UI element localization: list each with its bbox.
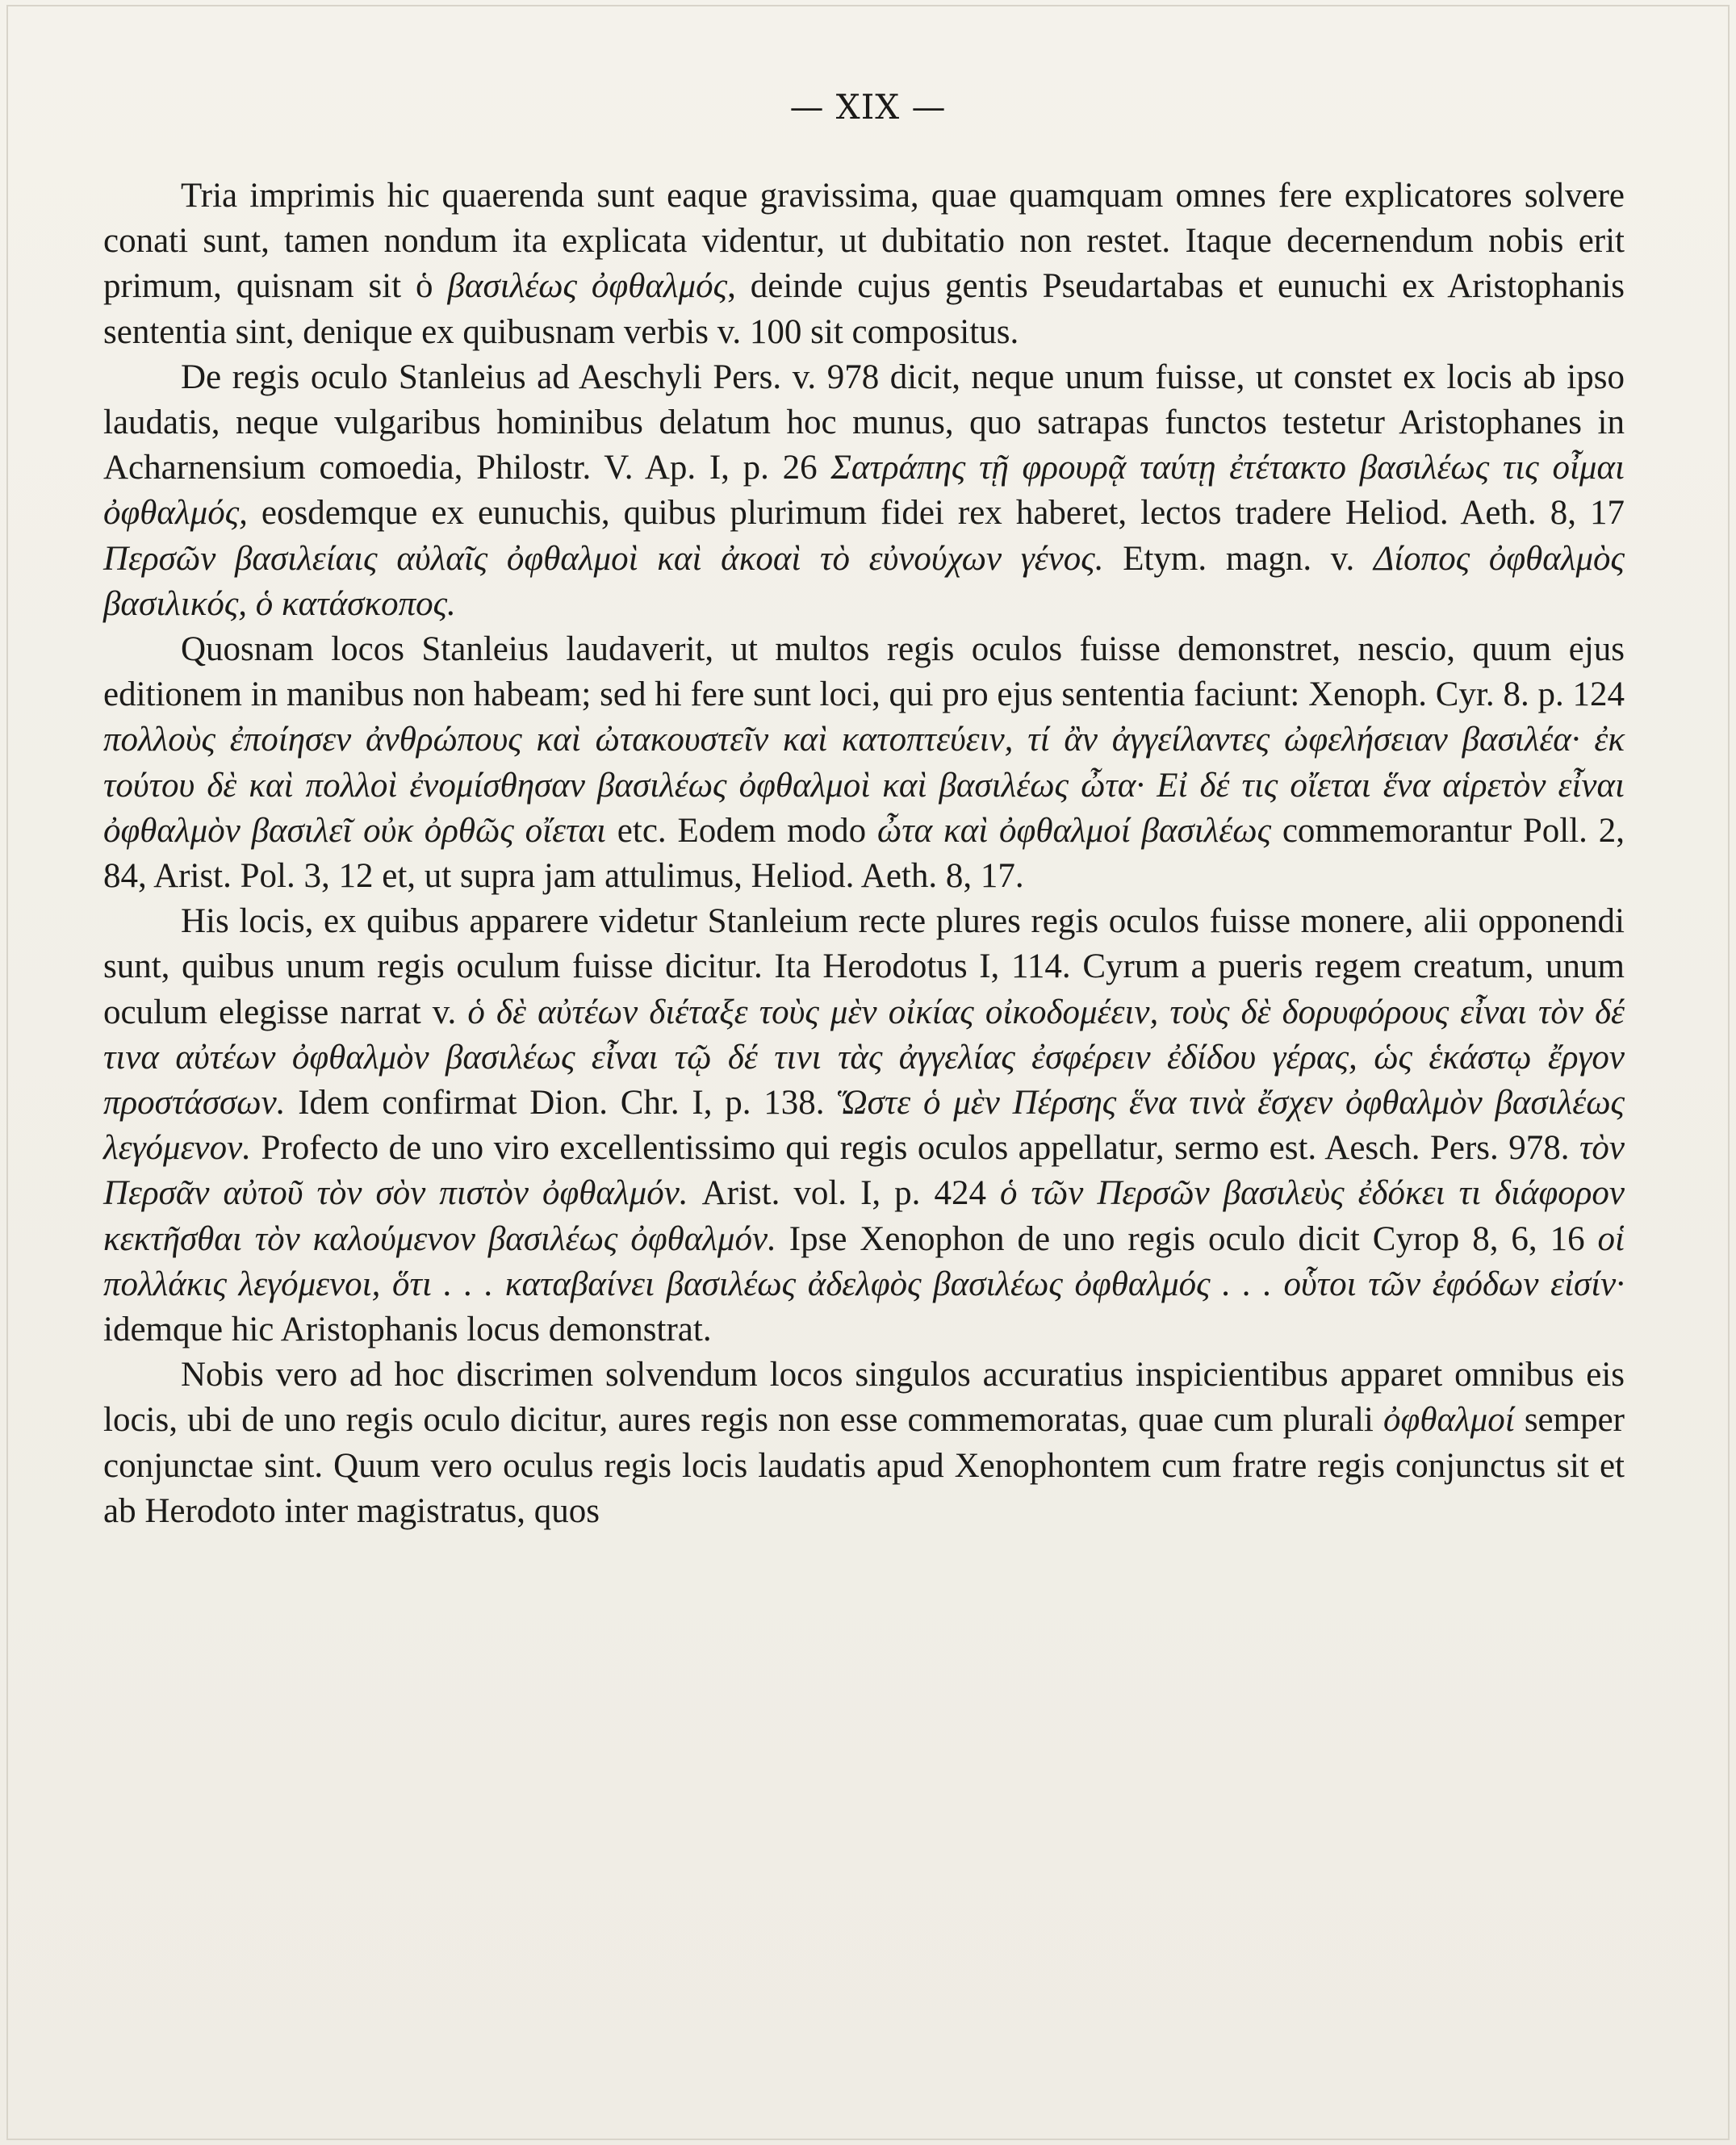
latin-text: Nobis vero ad hoc discrimen solvendum locos singulos accuratius inspicientibus apparet omnibus eis locis, ubi de uno regis oculo dicitur, aures regis non esse commemoratas, quae cum plurali xyxy=(103,1356,1625,1440)
latin-text: eosdemque ex eunuchis, quibus plurimum fidei rex haberet, lectos tradere Heliod. Aeth. 8, 17 xyxy=(247,494,1625,533)
greek-quotation: ὀφθαλμοί xyxy=(1383,1401,1515,1440)
latin-text: etc. Eodem modo xyxy=(605,811,877,850)
paragraph xyxy=(103,899,1625,1353)
greek-quotation: Δίοπος ὀφθαλμὸς βασιλικός, ὁ κατάσκοπος. xyxy=(103,539,1625,623)
latin-text: Profecto de uno viro excellentissimo qui regis oculos appellatur, sermo est. Aesch. Pers. 978. xyxy=(250,1129,1580,1168)
latin-text: His locis, ex quibus apparere videtur Stanleium recte plures regis oculos fuisse monere, alii opponendi sunt, quibus unum regis oculum fuisse dicitur. Ita Herodotus I, 114. Cyrum a pueris regem creatum, unum oculum elegisse narrat v. xyxy=(103,902,1625,1031)
greek-quotation: βασιλέως ὀφθαλμός xyxy=(447,267,728,306)
greek-quotation: ὦτα καὶ ὀφθαλμοί βασιλέως xyxy=(876,811,1272,850)
latin-text: Idem confirmat Dion. Chr. I, p. 138. xyxy=(285,1084,838,1123)
paragraph xyxy=(103,627,1625,899)
paragraph xyxy=(103,355,1625,627)
greek-quotation: τὸν Περσᾶν αὐτοῦ τὸν σὸν πιστὸν ὀφθαλμόν. xyxy=(103,1129,1625,1213)
greek-quotation: ὁ δὲ αὐτέων διέταξε τοὺς μὲν οἰκίας οἰκοδομέειν, τοὺς δὲ δορυφόρους εἶναι τὸν δέ τινα αὐτέων ὀφθαλμὸν βασιλέως εἶναι τῷ δέ τινι τὰς ἀγγελίας ἐσφέρειν ἐδίδου γέρας, ὡς ἑκάστῳ ἔργον προστάσσων. xyxy=(103,993,1625,1123)
greek-quotation: Περσῶν βασιλείαις αὐλαῖς ὀφθαλμοὶ καὶ ἀκοαὶ τὸ εὐνούχων γένος. xyxy=(103,539,1104,578)
latin-text: Tria imprimis hic quaerenda sunt eaque gravissima, quae quamquam omnes fere explicatores solvere conati sunt, tamen nondum ita explicata videntur, ut dubitatio non restet. Itaque decernendum nobis erit primum, quisnam sit ὁ xyxy=(103,177,1625,306)
latin-text: Etym. magn. v. xyxy=(1103,539,1374,578)
page-number: — XIX — xyxy=(789,87,947,127)
body-text xyxy=(103,174,1625,1534)
latin-text: Ipse Xenophon de uno regis oculo dicit Cyrop 8, 6, 16 xyxy=(776,1219,1598,1258)
latin-text: commemorantur Poll. 2, 84, Arist. Pol. 3, 12 et, ut supra jam attulimus, Heliod. Aeth. 8, 17. xyxy=(103,811,1625,896)
greek-quotation: πολλοὺς ἐποίησεν ἀνθρώπους καὶ ὠτακουστεῖν καὶ κατοπτεύειν, τί ἂν ἀγγείλαντες ὠφελήσειαν βασιλέα· ἐκ τούτου δὲ καὶ πολλοὶ ἐνομίσθησαν βασιλέως ὀφθαλμοὶ καὶ βασιλέως ὦτα· Εἰ δέ τις οἴεται ἕνα αἱρετὸν εἶναι ὀφθαλμὸν βασιλεῖ οὐκ ὀρθῶς οἴεται xyxy=(103,721,1625,850)
greek-quotation: οἱ πολλάκις λεγόμενοι, ὅτι . . . καταβαίνει βασιλέως ἀδελφὸς βασιλέως ὀφθαλμός . . . οὗτοι τῶν ἐφόδων εἰσίν· xyxy=(103,1219,1625,1303)
latin-text: semper conjunctae sint. Quum vero oculus regis locis laudatis apud Xenophontem cum fratre regis conjunctus sit et ab Herodoto inter magistratus, quos xyxy=(103,1401,1625,1530)
latin-text: Quosnam locos Stanleius laudaverit, ut multos regis oculos fuisse demonstret, nescio, quum ejus editionem in manibus non habeam; sed hi fere sunt loci, qui pro ejus sententia faciunt: Xenoph. Cyr. 8. p. 124 xyxy=(103,630,1625,714)
greek-quotation: ὁ τῶν Περσῶν βασιλεὺς ἐδόκει τι διάφορον κεκτῆσθαι τὸν καλούμενον βασιλέως ὀφθαλμόν. xyxy=(103,1174,1625,1258)
latin-text: De regis oculo Stanleius ad Aeschyli Pers. v. 978 dicit, neque unum fuisse, ut constet ex locis ab ipso laudatis, neque vulgaribus hominibus delatum hoc munus, quo satrapas functos testetur Aristophanes in Acharnensium comoedia, Philostr. V. Ap. I, p. 26 xyxy=(103,358,1625,487)
latin-text: Arist. vol. I, p. 424 xyxy=(688,1174,1000,1213)
paragraph xyxy=(103,174,1625,355)
latin-text: , deinde cujus gentis Pseudartabas et eunuchi ex Aristophanis sententia sint, denique ex quibusnam verbis v. 100 sit compositus. xyxy=(103,267,1625,351)
latin-text: idemque hic Aristophanis locus demonstrat. xyxy=(103,1311,712,1349)
paragraph xyxy=(103,1353,1625,1534)
greek-quotation: Ὥστε ὁ μὲν Πέρσης ἕνα τινὰ ἔσχεν ὀφθαλμὸν βασιλέως λεγόμενον. xyxy=(103,1084,1625,1168)
greek-quotation: Σατράπης τῇ φρουρᾷ ταύτῃ ἐτέτακτο βασιλέως τις οἶμαι ὀφθαλμός, xyxy=(103,449,1625,533)
